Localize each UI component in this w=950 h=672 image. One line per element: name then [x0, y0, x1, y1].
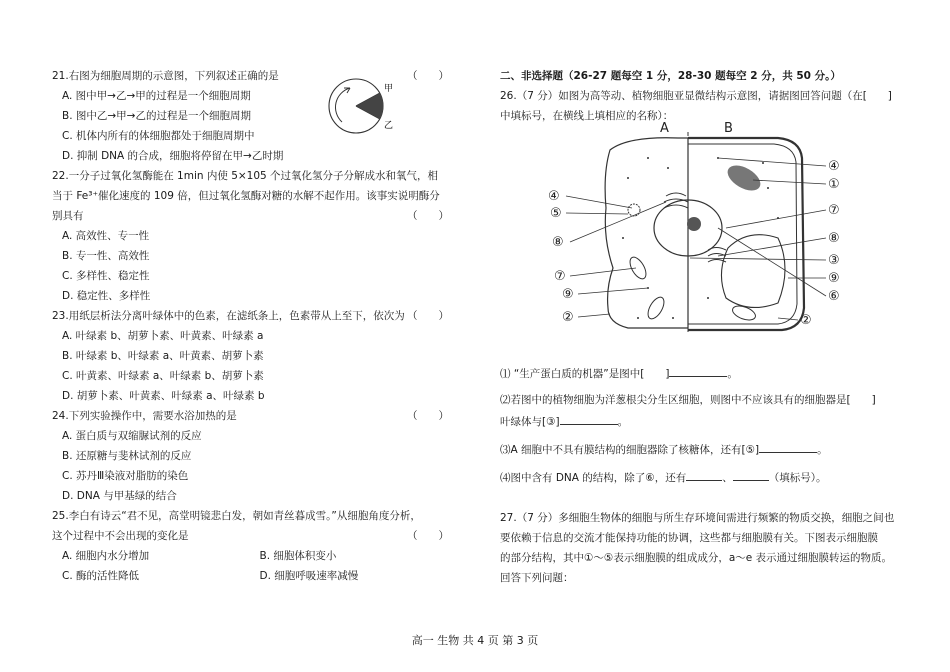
left-label-4: ④ [548, 189, 560, 204]
q21-option-a: A. 图中甲→乙→甲的过程是一个细胞周期 [62, 90, 251, 102]
q25-option-d: D. 细胞呼吸速率减慢 [259, 570, 359, 582]
cell-cycle-diagram [322, 74, 398, 138]
cell-structure-diagram [548, 118, 848, 340]
q23-option-a: A. 叶绿素 b、胡萝卜素、叶黄素、叶绿素 a [62, 330, 264, 342]
cycle-label-yi: 乙 [384, 121, 394, 131]
q26-sub4-blank-1[interactable] [686, 466, 722, 481]
q24-option-d: D. DNA 与甲基绿的结合 [62, 490, 177, 502]
left-label-5: ⑤ [550, 206, 562, 221]
right-label-3: ③ [828, 253, 840, 268]
q24-answer-paren[interactable]: （ ） [407, 410, 449, 422]
q26-sub4: ⑷图中含有 DNA 的结构，除了⑥，还有 、 （填标号）。 [500, 466, 905, 488]
q26-sub1-blank[interactable] [669, 362, 727, 377]
q21-stem: 21.右图为细胞周期的示意图，下列叙述正确的是 （ ） [52, 66, 457, 86]
right-column [500, 66, 905, 126]
q24-option-c: C. 苏丹Ⅲ染液对脂肪的染色 [62, 470, 189, 482]
q26-sub1: ⑴ “生产蛋白质的机器”是图中[ ] 。 [500, 362, 905, 384]
q21-option-b: B. 图中乙→甲→乙的过程是一个细胞周期 [62, 110, 251, 122]
q22-stem-line3: 别具有 （ ） [52, 206, 457, 226]
q26-sub3: ⑶A 细胞中不具有膜结构的细胞器除了核糖体，还有[⑤] 。 [500, 438, 905, 460]
q26-sub4-blank-2[interactable] [733, 466, 769, 481]
q26-sub2b: 叶绿体与[③] 。 [500, 410, 905, 432]
left-pointer-lines [566, 196, 666, 317]
cycle-shaded-sector [356, 93, 383, 119]
q23-option-b: B. 叶绿素 b、叶绿素 a、叶黄素、胡萝卜素 [62, 350, 264, 362]
q27-block [500, 508, 905, 588]
right-label-9: ⑨ [828, 271, 840, 286]
right-label-2: ② [800, 313, 812, 328]
section-title: 二、非选择题（26-27 题每空 1 分，28-30 题每空 2 分，共 50 分。） [500, 70, 841, 82]
right-label-1: ① [828, 177, 840, 192]
q22-option-a: A. 高效性、专一性 [62, 230, 150, 242]
q21-answer-paren[interactable]: （ ） [407, 70, 449, 82]
q27-line3: 的部分结构，其中①～⑤表示细胞膜的组成成分，a～e 表示通过细胞膜转运的物质。 [500, 552, 893, 564]
mitochondrion-b [645, 295, 667, 322]
left-column [52, 66, 457, 586]
q25-answer-paren[interactable]: （ ） [407, 530, 449, 542]
right-label-4: ④ [828, 159, 840, 174]
q23-stem: 23.用纸层析法分离叶绿体中的色素，在滤纸条上，色素带从上至下，依次为 （ ） [52, 306, 457, 326]
nucleolus [687, 217, 701, 231]
q22-stem-line2: 当于 Fe³⁺催化速度的 109 倍，但过氧化氢酶对糖的水解不起作用。该事实说明酶分 [52, 190, 440, 202]
q24-option-b: B. 还原糖与斐林试剂的反应 [62, 450, 192, 462]
page-footer: 高一 生物 共 4 页 第 3 页 [411, 634, 539, 647]
cycle-arrow-arc [335, 88, 350, 122]
q27-line1: 27.（7 分）多细胞生物体的细胞与所生存环境间需进行频繁的物质交换，细胞之间也 [500, 512, 895, 524]
left-label-9: ⑨ [562, 287, 574, 302]
q23-option-d: D. 胡萝卜素、叶黄素、叶绿素 a、叶绿素 b [62, 390, 265, 402]
q22-option-c: C. 多样性、稳定性 [62, 270, 150, 282]
q25-option-b: B. 细胞体积变小 [259, 550, 337, 562]
left-label-7: ⑦ [554, 269, 566, 284]
q21-option-d: D. 抑制 DNA 的合成，细胞将停留在甲→乙时期 [62, 150, 284, 162]
q26-subquestions [500, 362, 905, 488]
q25-stem-line1: 25.李白有诗云“君不见，高堂明镜悲白发，朝如青丝暮成雪。”从细胞角度分析， [52, 510, 421, 522]
mitochondrion-a [627, 255, 649, 282]
q24-option-a: A. 蛋白质与双缩脲试剂的反应 [62, 430, 202, 442]
q22-option-d: D. 稳定性、多样性 [62, 290, 151, 302]
chloroplast [723, 160, 764, 195]
q26-sub2-blank[interactable] [560, 410, 618, 425]
q26-sub3-blank[interactable] [759, 438, 817, 453]
q27-line4: 回答下列问题： [500, 572, 574, 584]
diagram-label-b: B [724, 121, 733, 136]
q25-options-row1 [52, 546, 457, 566]
diagram-label-a: A [660, 121, 669, 136]
q22-stem-line1: 22.一分子过氧化氢酶能在 1min 内使 5×105 个过氧化氢分子分解成水和氧气，相 [52, 170, 439, 182]
animal-cell-outline [605, 138, 688, 328]
plant-cell-wall [688, 138, 804, 330]
right-label-7: ⑦ [828, 203, 840, 218]
cycle-label-jia: 甲 [384, 84, 394, 94]
q23-answer-paren[interactable]: （ ） [407, 310, 449, 322]
q25-option-a: A. 细胞内水分增加 [62, 550, 150, 562]
q27-line2: 要依赖于信息的交流才能保持功能的协调，这些都与细胞膜有关。下图表示细胞膜 [500, 532, 878, 544]
q25-options-row2 [52, 566, 457, 586]
q25-option-c: C. 酶的活性降低 [62, 570, 140, 582]
vacuole [721, 235, 785, 308]
q22-option-b: B. 专一性、高效性 [62, 250, 150, 262]
right-label-6: ⑥ [828, 289, 840, 304]
q26-stem-line1: 26.（7 分）如图为高等动、植物细胞亚显微结构示意图，请据图回答问题（在[ ] [500, 90, 892, 102]
q26-stem-line2: 中填标号，在横线上填相应的名称）： [500, 110, 674, 122]
q22-answer-paren[interactable]: （ ） [407, 210, 449, 222]
left-label-2: ② [562, 310, 574, 325]
left-label-8: ⑧ [552, 235, 564, 250]
q25-stem-line2: 这个过程中不会出现的变化是 （ ） [52, 526, 457, 546]
q23-option-c: C. 叶黄素、叶绿素 a、叶绿素 b、胡萝卜素 [62, 370, 264, 382]
right-label-8: ⑧ [828, 231, 840, 246]
q21-option-c: C. 机体内所有的体细胞都处于细胞周期中 [62, 130, 255, 142]
q26-sub2a: ⑵若图中的植物细胞为洋葱根尖分生区细胞，则图中不应该具有的细胞器是[ ] [500, 394, 876, 406]
centriole [628, 204, 640, 216]
q24-stem: 24.下列实验操作中，需要水浴加热的是 （ ） [52, 406, 457, 426]
